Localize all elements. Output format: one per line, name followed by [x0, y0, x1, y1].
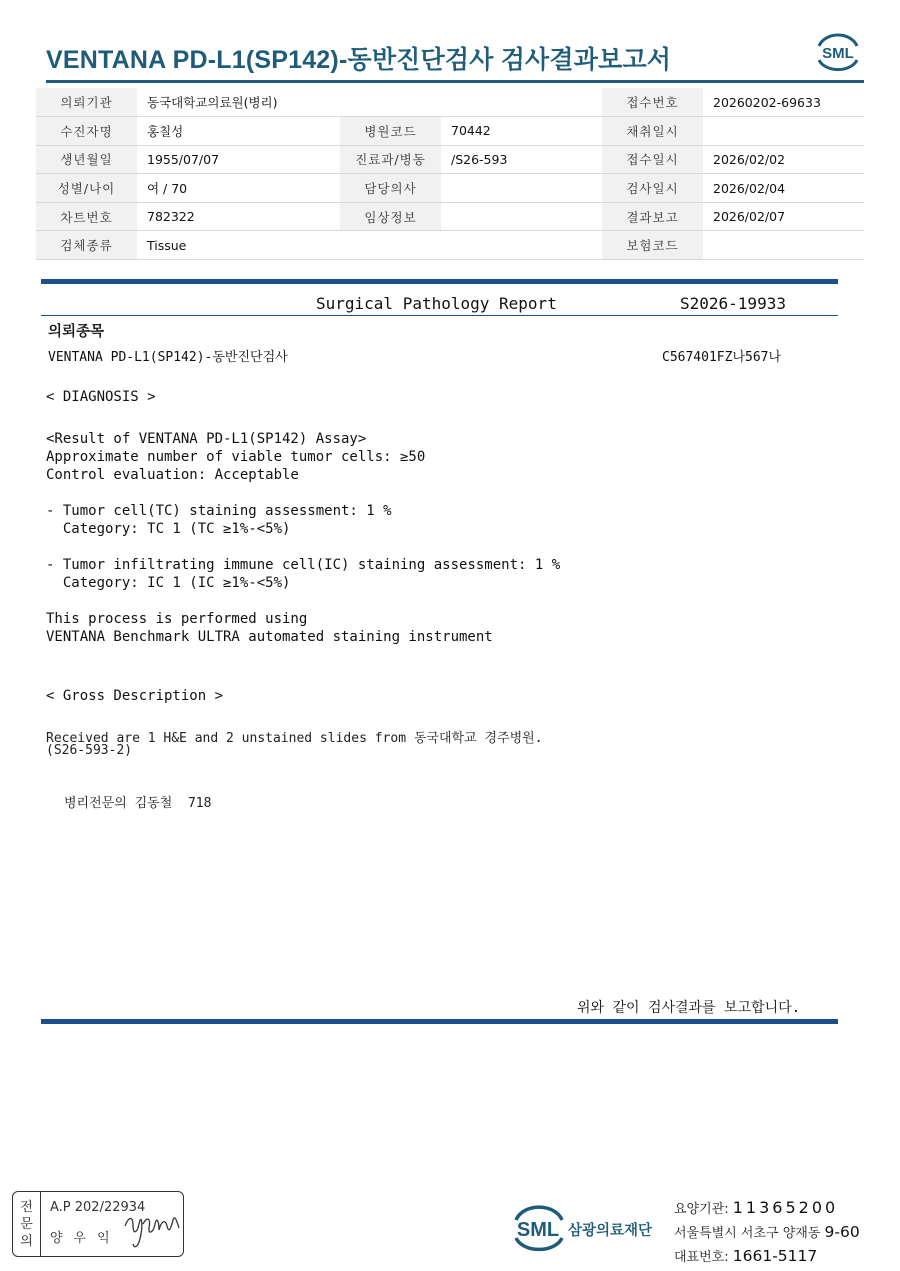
footer-org-name: 삼광의료재단	[568, 1223, 653, 1239]
control-evaluation: Control evaluation: Acceptable	[46, 467, 299, 483]
footer-label: 요양기관:	[674, 1202, 733, 1217]
footer-value: 9-60	[824, 1223, 860, 1241]
stamp-side-char: 전	[20, 1199, 33, 1215]
footer-line	[674, 1245, 860, 1269]
stamp-side-label	[13, 1192, 41, 1256]
footer-value: 11365200	[732, 1198, 839, 1217]
report-top-rule	[41, 279, 838, 284]
order-code: C567401FZ나567나	[662, 350, 782, 365]
process-line-1: This process is performed using	[46, 611, 308, 627]
gross-line-1: Received are 1 H&E and 2 unstained slides from 동국대학교 경주병원.	[46, 731, 543, 746]
stamp-side-char: 문	[20, 1216, 33, 1232]
gross-heading: < Gross Description >	[46, 688, 224, 704]
info-value: 여 / 70	[137, 174, 340, 203]
pathologist-signature: 병리전문의 김동철 718	[64, 796, 212, 811]
info-label: 접수일시	[602, 145, 703, 174]
order-item: VENTANA PD-L1(SP142)-동반진단검사	[48, 350, 288, 365]
ic-category: Category: IC 1 (IC ≥1%-<5%)	[46, 575, 291, 591]
info-label: 병원코드	[340, 117, 441, 146]
info-value: 2026/02/07	[703, 202, 864, 231]
info-label: 임상정보	[340, 202, 441, 231]
handwritten-signature	[121, 1204, 183, 1252]
info-label: 검사일시	[602, 174, 703, 203]
result-header: <Result of VENTANA PD-L1(SP142) Assay>	[46, 431, 367, 447]
info-value: 2026/02/02	[703, 145, 864, 174]
footer-line	[674, 1221, 860, 1245]
ic-assessment: - Tumor infiltrating immune cell(IC) staining assessment: 1 %	[46, 557, 561, 573]
info-value: 홍칠성	[137, 117, 340, 146]
info-label: 결과보고	[602, 202, 703, 231]
stamp-ap-number: A.P 202/22934	[50, 1200, 146, 1215]
info-label: 채취일시	[602, 117, 703, 146]
report-bottom-rule	[41, 1019, 838, 1024]
sml-logo-text: SML	[822, 45, 854, 62]
info-label: 접수번호	[602, 88, 703, 117]
stamp-name: 양우익	[50, 1231, 121, 1246]
info-value: Tissue	[137, 231, 602, 260]
process-line-2: VENTANA Benchmark ULTRA automated staining instrument	[46, 629, 493, 645]
pathologist-stamp	[12, 1191, 184, 1257]
footer-value: 1661-5117	[732, 1247, 818, 1265]
info-value: 1955/07/07	[137, 145, 340, 174]
info-value: 70442	[441, 117, 602, 146]
report-number: S2026-19933	[680, 294, 786, 313]
closing-statement: 위와 같이 검사결과를 보고합니다.	[577, 1000, 801, 1016]
footer-line	[674, 1196, 860, 1221]
diagnosis-heading: < DIAGNOSIS >	[46, 389, 156, 405]
info-label: 성별/나이	[36, 174, 137, 203]
info-label: 차트번호	[36, 202, 137, 231]
info-label: 보험코드	[602, 231, 703, 260]
info-label: 의뢰기관	[36, 88, 137, 117]
stamp-side-char: 의	[20, 1233, 33, 1249]
viable-cells: Approximate number of viable tumor cells: ≥50	[46, 449, 426, 465]
info-value: 20260202-69633	[703, 88, 864, 117]
footer-sml-logo	[508, 1198, 568, 1258]
footer-label: 대표번호:	[674, 1250, 733, 1265]
info-label: 수진자명	[36, 117, 137, 146]
footer-logo-text: SML	[516, 1219, 560, 1241]
page-title: VENTANA PD-L1(SP142)-동반진단검사 검사결과보고서	[46, 46, 672, 74]
info-value: 2026/02/04	[703, 174, 864, 203]
info-label: 생년월일	[36, 145, 137, 174]
info-value: 동국대학교의료원(병리)	[137, 88, 602, 117]
order-label: 의뢰종목	[48, 324, 105, 340]
info-label: 담당의사	[340, 174, 441, 203]
gross-line-2: (S26-593-2)	[46, 743, 133, 758]
info-value: 782322	[137, 202, 340, 231]
footer-contact-info	[674, 1196, 860, 1269]
tc-assessment: - Tumor cell(TC) staining assessment: 1 %	[46, 503, 392, 519]
info-label: 검체종류	[36, 231, 137, 260]
info-value: /S26-593	[441, 145, 602, 174]
info-label: 진료과/병동	[340, 145, 441, 174]
report-title: Surgical Pathology Report	[316, 294, 557, 313]
report-title-rule	[41, 315, 838, 316]
footer-label: 서울특별시 서초구 양재동	[674, 1226, 825, 1241]
tc-category: Category: TC 1 (TC ≥1%-<5%)	[46, 521, 291, 537]
